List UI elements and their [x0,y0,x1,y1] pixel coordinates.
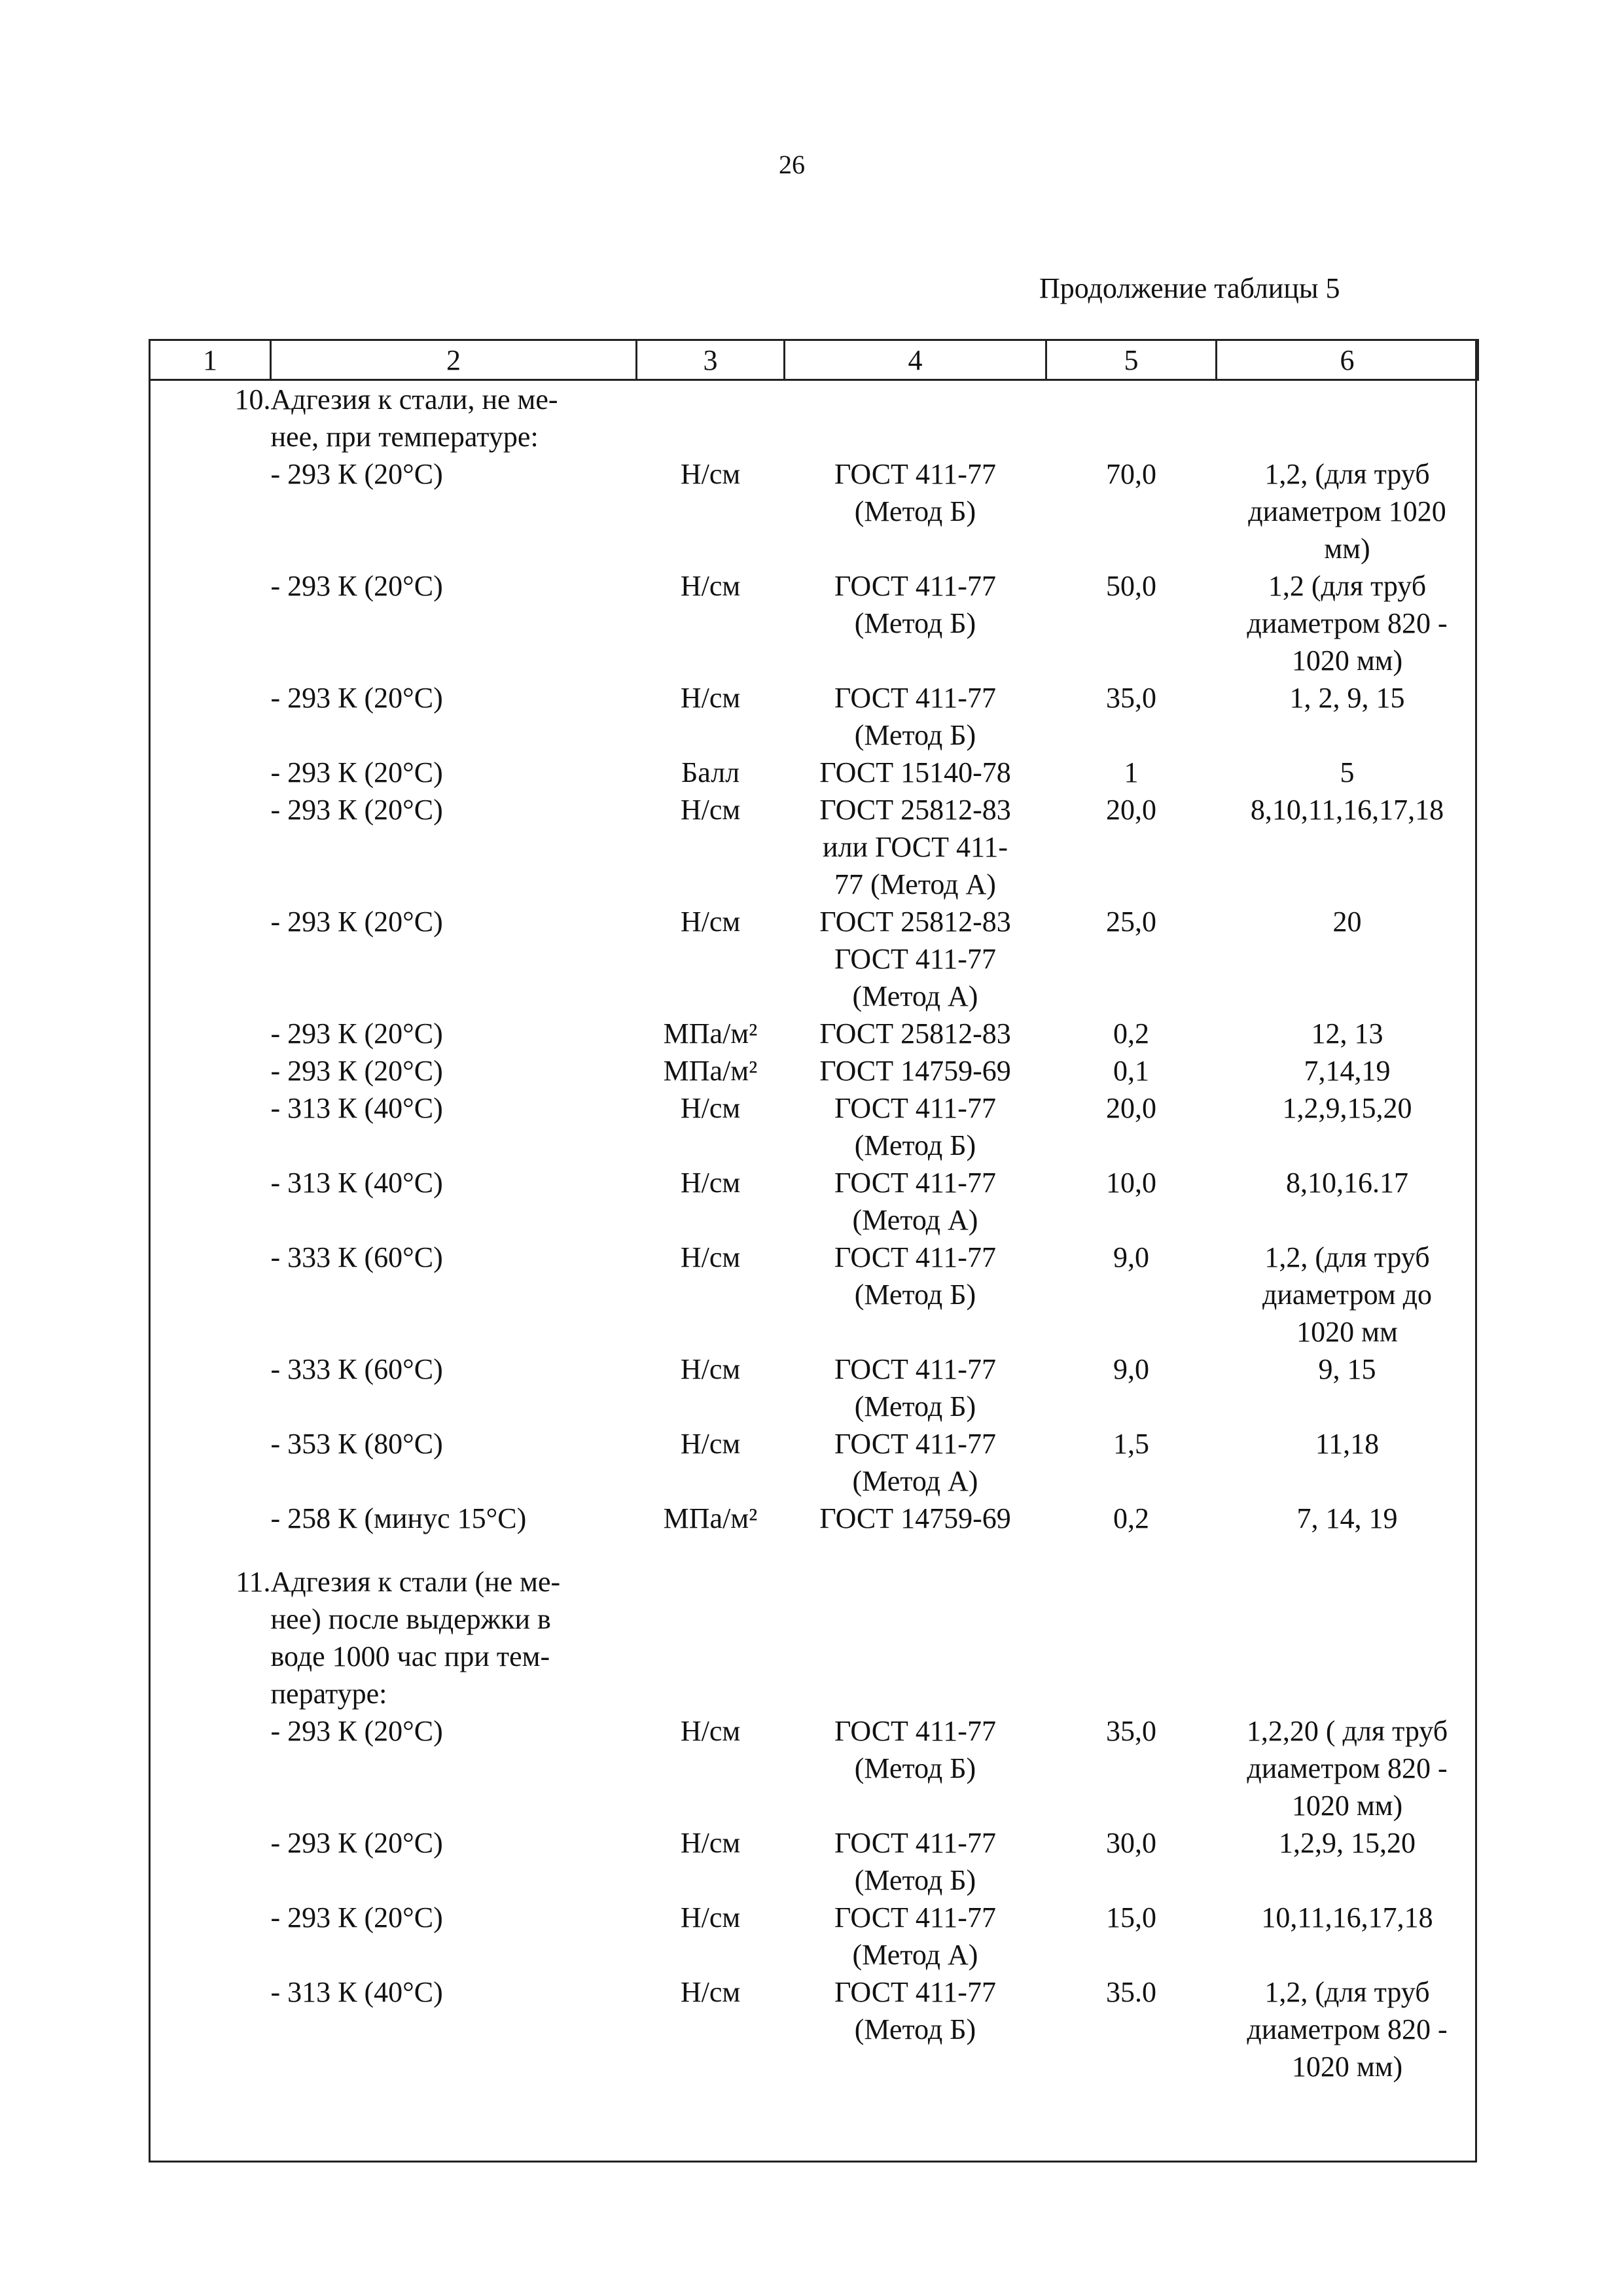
table-row [150,754,1478,791]
note-line: 5 [1340,756,1355,788]
empty-cell [150,1052,271,1089]
method-line: (Метод Б) [854,1279,976,1311]
note-cell [1217,1824,1478,1899]
note-cell [1217,1500,1478,1537]
section-title-line: нее, при температуре: [270,421,539,453]
note-cell [1217,791,1478,903]
method-cell [785,1239,1046,1351]
value-text: 0,2 [1113,1502,1149,1534]
condition-text: - 258 К (минус 15°С) [270,1502,527,1534]
unit-text: Н/см [680,1167,741,1199]
condition-cell [271,567,637,679]
method-line: ГОСТ 411-77 [834,943,996,975]
table-row [150,1351,1478,1425]
method-line: (Метод Б) [854,495,976,527]
value-text: 9,0 [1113,1241,1149,1273]
method-cell [785,1500,1046,1537]
method-line: ГОСТ 411-77 [834,1976,996,2008]
method-cell [785,903,1046,1015]
header-col-1: 1 [150,340,271,380]
method-line: ГОСТ 411-77 [834,682,996,714]
note-line: 1,2,9,15,20 [1282,1092,1412,1124]
condition-text: - 293 К (20°С) [270,794,443,826]
unit-text: Н/см [680,570,741,602]
empty-cell [150,455,271,567]
table-row [150,1899,1478,1973]
empty-cell [150,567,271,679]
empty-cell [1046,380,1217,456]
note-line: 7,14,19 [1304,1055,1391,1087]
method-line: ГОСТ 14759-69 [819,1502,1011,1534]
unit-cell [637,754,785,791]
note-line: 1,2,20 ( для труб [1246,1715,1448,1747]
section-title-line: нее) после выдержки в [270,1603,551,1635]
condition-text: - 293 К (20°С) [270,1017,443,1050]
condition-text: - 293 К (20°С) [270,570,443,602]
section-title-line: Адгезия к стали, не ме- [270,383,558,415]
empty-cell [1217,1563,1478,1712]
method-cell [785,1164,1046,1239]
note-line: диаметром до [1262,1279,1432,1311]
table-row [150,1164,1478,1239]
note-cell [1217,903,1478,1015]
condition-cell [271,1899,637,1973]
empty-cell [150,1500,271,1537]
condition-cell [271,1351,637,1425]
value-cell [1046,679,1217,754]
unit-cell [637,1973,785,2085]
value-cell [1046,567,1217,679]
section-number [150,1563,271,1712]
table-row [150,903,1478,1015]
value-cell [1046,1824,1217,1899]
unit-text: Н/см [680,794,741,826]
unit-text: Балл [681,756,740,788]
condition-text: - 293 К (20°С) [270,756,443,788]
table-row [150,567,1478,679]
value-text: 10,0 [1106,1167,1156,1199]
value-text: 1,5 [1113,1428,1149,1460]
table-row [150,455,1478,567]
empty-cell [150,1712,271,1824]
unit-cell [637,679,785,754]
table-row [150,1824,1478,1899]
value-cell [1046,1351,1217,1425]
condition-text: - 313 К (40°С) [270,1092,443,1124]
value-text: 20,0 [1106,1092,1156,1124]
condition-text: - 333 К (60°С) [270,1353,443,1385]
header-col-2: 2 [271,340,637,380]
value-text: 25,0 [1106,906,1156,938]
unit-text: Н/см [680,1092,741,1124]
empty-cell [150,679,271,754]
method-cell [785,1712,1046,1824]
method-line: (Метод Б) [854,1752,976,1784]
value-text: 30,0 [1106,1827,1156,1859]
condition-cell [271,1500,637,1537]
method-line: ГОСТ 25812-83 [819,794,1011,826]
note-cell [1217,1712,1478,1824]
value-text: 15,0 [1106,1901,1156,1934]
method-line: ГОСТ 411-77 [834,1241,996,1273]
value-text: 50,0 [1106,570,1156,602]
value-cell [1046,1052,1217,1089]
empty-cell [1217,380,1478,456]
condition-text: - 293 К (20°С) [270,1715,443,1747]
value-text: 20,0 [1106,794,1156,826]
condition-cell [271,1164,637,1239]
condition-cell [271,1425,637,1500]
note-line: диаметром 820 - [1247,607,1448,639]
empty-cell [785,380,1046,456]
method-cell [785,1824,1046,1899]
unit-text: Н/см [680,1715,741,1747]
condition-text: - 293 К (20°С) [270,1901,443,1934]
method-line: ГОСТ 25812-83 [819,906,1011,938]
unit-cell [637,1164,785,1239]
condition-text: - 293 К (20°С) [270,906,443,938]
note-cell [1217,1425,1478,1500]
empty-cell [150,1899,271,1973]
note-line: 1,2, (для труб [1264,1976,1430,2008]
method-cell [785,1015,1046,1052]
condition-cell [271,1015,637,1052]
empty-cell [150,903,271,1015]
value-cell [1046,1089,1217,1164]
method-line: или ГОСТ 411- [823,831,1008,863]
value-text: 35,0 [1106,682,1156,714]
empty-cell [1046,1563,1217,1712]
method-line: (Метод Б) [854,2013,976,2045]
table-row [150,1973,1478,2085]
unit-text: Н/см [680,1428,741,1460]
unit-text: МПа/м² [663,1055,758,1087]
condition-text: - 313 К (40°С) [270,1167,443,1199]
method-line: (Метод А) [852,980,978,1012]
note-cell [1217,455,1478,567]
value-cell [1046,1164,1217,1239]
condition-cell [271,1052,637,1089]
header-col-5: 5 [1046,340,1217,380]
method-line: (Метод Б) [854,1390,976,1422]
method-line: ГОСТ 25812-83 [819,1017,1011,1050]
section-title-line: пературе: [270,1678,387,1710]
method-line: ГОСТ 411-77 [834,1428,996,1460]
method-cell [785,679,1046,754]
method-line: ГОСТ 411-77 [834,1827,996,1859]
note-line: 8,10,16.17 [1286,1167,1408,1199]
note-line: 1,2 (для труб [1268,570,1427,602]
value-cell [1046,455,1217,567]
unit-text: Н/см [680,1827,741,1859]
value-cell [1046,1015,1217,1052]
empty-cell [150,1973,271,2085]
unit-cell [637,1500,785,1537]
unit-cell [637,1351,785,1425]
method-cell [785,1973,1046,2085]
empty-cell [150,1239,271,1351]
table-row [150,1089,1478,1164]
method-cell [785,1351,1046,1425]
table-caption: Продолжение таблицы 5 [1039,272,1340,304]
section-header-row [150,380,1478,456]
value-cell [1046,1425,1217,1500]
unit-cell [637,455,785,567]
method-line: (Метод Б) [854,1129,976,1161]
condition-text: - 353 К (80°С) [270,1428,443,1460]
condition-cell [271,903,637,1015]
condition-text: - 293 К (20°С) [270,1055,443,1087]
condition-cell [271,754,637,791]
unit-text: Н/см [680,1353,741,1385]
empty-cell [150,754,271,791]
note-line: 8,10,11,16,17,18 [1250,794,1444,826]
empty-cell [637,1563,785,1712]
method-cell [785,567,1046,679]
empty-cell [150,1015,271,1052]
unit-cell [637,1425,785,1500]
value-text: 35,0 [1106,1715,1156,1747]
value-cell [1046,1899,1217,1973]
empty-cell [150,791,271,903]
unit-cell [637,1712,785,1824]
method-cell [785,1052,1046,1089]
condition-cell [271,455,637,567]
value-cell [1046,1239,1217,1351]
method-line: ГОСТ 411-77 [834,458,996,490]
value-cell [1046,1500,1217,1537]
value-cell [1046,1973,1217,2085]
method-line: (Метод Б) [854,719,976,751]
note-cell [1217,754,1478,791]
method-cell [785,791,1046,903]
header-col-6: 6 [1217,340,1478,380]
unit-text: Н/см [680,906,741,938]
note-cell [1217,567,1478,679]
note-line: 1020 мм) [1291,2051,1403,2083]
unit-cell [637,1052,785,1089]
section-spacer [150,1537,1478,1563]
unit-text: МПа/м² [663,1502,758,1534]
empty-cell [150,1164,271,1239]
note-cell [1217,1052,1478,1089]
header-col-3: 3 [637,340,785,380]
section-header-row [150,1563,1478,1712]
condition-cell [271,791,637,903]
specification-table [149,339,1479,2085]
value-cell [1046,903,1217,1015]
note-line: 1, 2, 9, 15 [1289,682,1405,714]
section-number-text: 10. [234,383,271,415]
empty-cell [150,1425,271,1500]
empty-cell [150,1824,271,1899]
condition-cell [271,1239,637,1351]
condition-cell [271,1973,637,2085]
section-title-line: воде 1000 час при тем- [270,1640,550,1672]
value-cell [1046,791,1217,903]
value-text: 35.0 [1106,1976,1156,2008]
note-line: мм) [1324,533,1370,565]
condition-cell [271,1824,637,1899]
unit-text: Н/см [680,1976,741,2008]
unit-cell [637,791,785,903]
value-cell [1046,1712,1217,1824]
unit-cell [637,1015,785,1052]
section-number [150,380,271,456]
section-number-text: 11. [236,1566,271,1598]
note-line: 10,11,16,17,18 [1261,1901,1433,1934]
table-header-row [150,340,1478,380]
unit-text: Н/см [680,1241,741,1273]
method-line: ГОСТ 411-77 [834,1353,996,1385]
method-line: ГОСТ 411-77 [834,570,996,602]
note-line: 12, 13 [1311,1017,1383,1050]
method-cell [785,1899,1046,1973]
section-title [271,1563,637,1712]
empty-cell [150,1089,271,1164]
note-line: диаметром 820 - [1247,1752,1448,1784]
table-row [150,791,1478,903]
note-line: 20 [1332,906,1362,938]
note-line: диаметром 820 - [1247,2013,1448,2045]
method-line: (Метод Б) [854,607,976,639]
table-row [150,1712,1478,1824]
unit-cell [637,567,785,679]
header-col-4: 4 [785,340,1046,380]
condition-cell [271,1712,637,1824]
empty-cell [150,1351,271,1425]
note-cell [1217,1164,1478,1239]
spacer-cell [150,1537,1478,1563]
table-row [150,1425,1478,1500]
method-line: 77 (Метод А) [834,868,996,900]
note-cell [1217,679,1478,754]
table-row [150,1239,1478,1351]
empty-cell [637,380,785,456]
note-cell [1217,1089,1478,1164]
value-text: 70,0 [1106,458,1156,490]
table-row [150,1015,1478,1052]
note-line: 7, 14, 19 [1296,1502,1398,1534]
note-cell [1217,1973,1478,2085]
note-line: 11,18 [1315,1428,1380,1460]
method-cell [785,754,1046,791]
method-cell [785,1425,1046,1500]
condition-text: - 333 К (60°С) [270,1241,443,1273]
method-line: (Метод А) [852,1465,978,1497]
table-row [150,679,1478,754]
method-cell [785,1089,1046,1164]
condition-text: - 293 К (20°С) [270,682,443,714]
method-line: (Метод А) [852,1939,978,1971]
table-row [150,1052,1478,1089]
note-cell [1217,1239,1478,1351]
unit-text: Н/см [680,1901,741,1934]
unit-cell [637,903,785,1015]
unit-text: МПа/м² [663,1017,758,1050]
method-line: ГОСТ 411-77 [834,1715,996,1747]
condition-text: - 313 К (40°С) [270,1976,443,2008]
condition-text: - 293 К (20°С) [270,1827,443,1859]
method-cell [785,455,1046,567]
note-line: диаметром 1020 [1248,495,1446,527]
value-text: 0,2 [1113,1017,1149,1050]
unit-text: Н/см [680,458,741,490]
page-number: 26 [779,150,805,179]
value-cell [1046,754,1217,791]
note-line: 1,2, (для труб [1264,1241,1430,1273]
unit-cell [637,1899,785,1973]
condition-cell [271,1089,637,1164]
unit-cell [637,1089,785,1164]
table-row [150,1500,1478,1537]
method-line: ГОСТ 15140-78 [819,756,1011,788]
method-line: ГОСТ 411-77 [834,1092,996,1124]
note-cell [1217,1899,1478,1973]
unit-cell [637,1239,785,1351]
method-line: (Метод А) [852,1204,978,1236]
method-line: ГОСТ 411-77 [834,1167,996,1199]
note-cell [1217,1351,1478,1425]
note-line: 1,2,9, 15,20 [1279,1827,1416,1859]
section-title-line: Адгезия к стали (не ме- [270,1566,561,1598]
method-line: ГОСТ 14759-69 [819,1055,1011,1087]
note-cell [1217,1015,1478,1052]
value-text: 0,1 [1113,1055,1149,1087]
empty-cell [785,1563,1046,1712]
note-line: 1020 мм) [1291,1790,1403,1822]
table-body [150,380,1478,2086]
value-text: 1 [1124,756,1139,788]
method-line: ГОСТ 411-77 [834,1901,996,1934]
note-line: 9, 15 [1318,1353,1376,1385]
unit-text: Н/см [680,682,741,714]
note-line: 1020 мм [1296,1316,1398,1348]
section-title [271,380,637,456]
note-line: 1020 мм) [1291,645,1403,677]
condition-cell [271,679,637,754]
unit-cell [637,1824,785,1899]
method-line: (Метод Б) [854,1864,976,1896]
note-line: 1,2, (для труб [1264,458,1430,490]
value-text: 9,0 [1113,1353,1149,1385]
condition-text: - 293 К (20°С) [270,458,443,490]
